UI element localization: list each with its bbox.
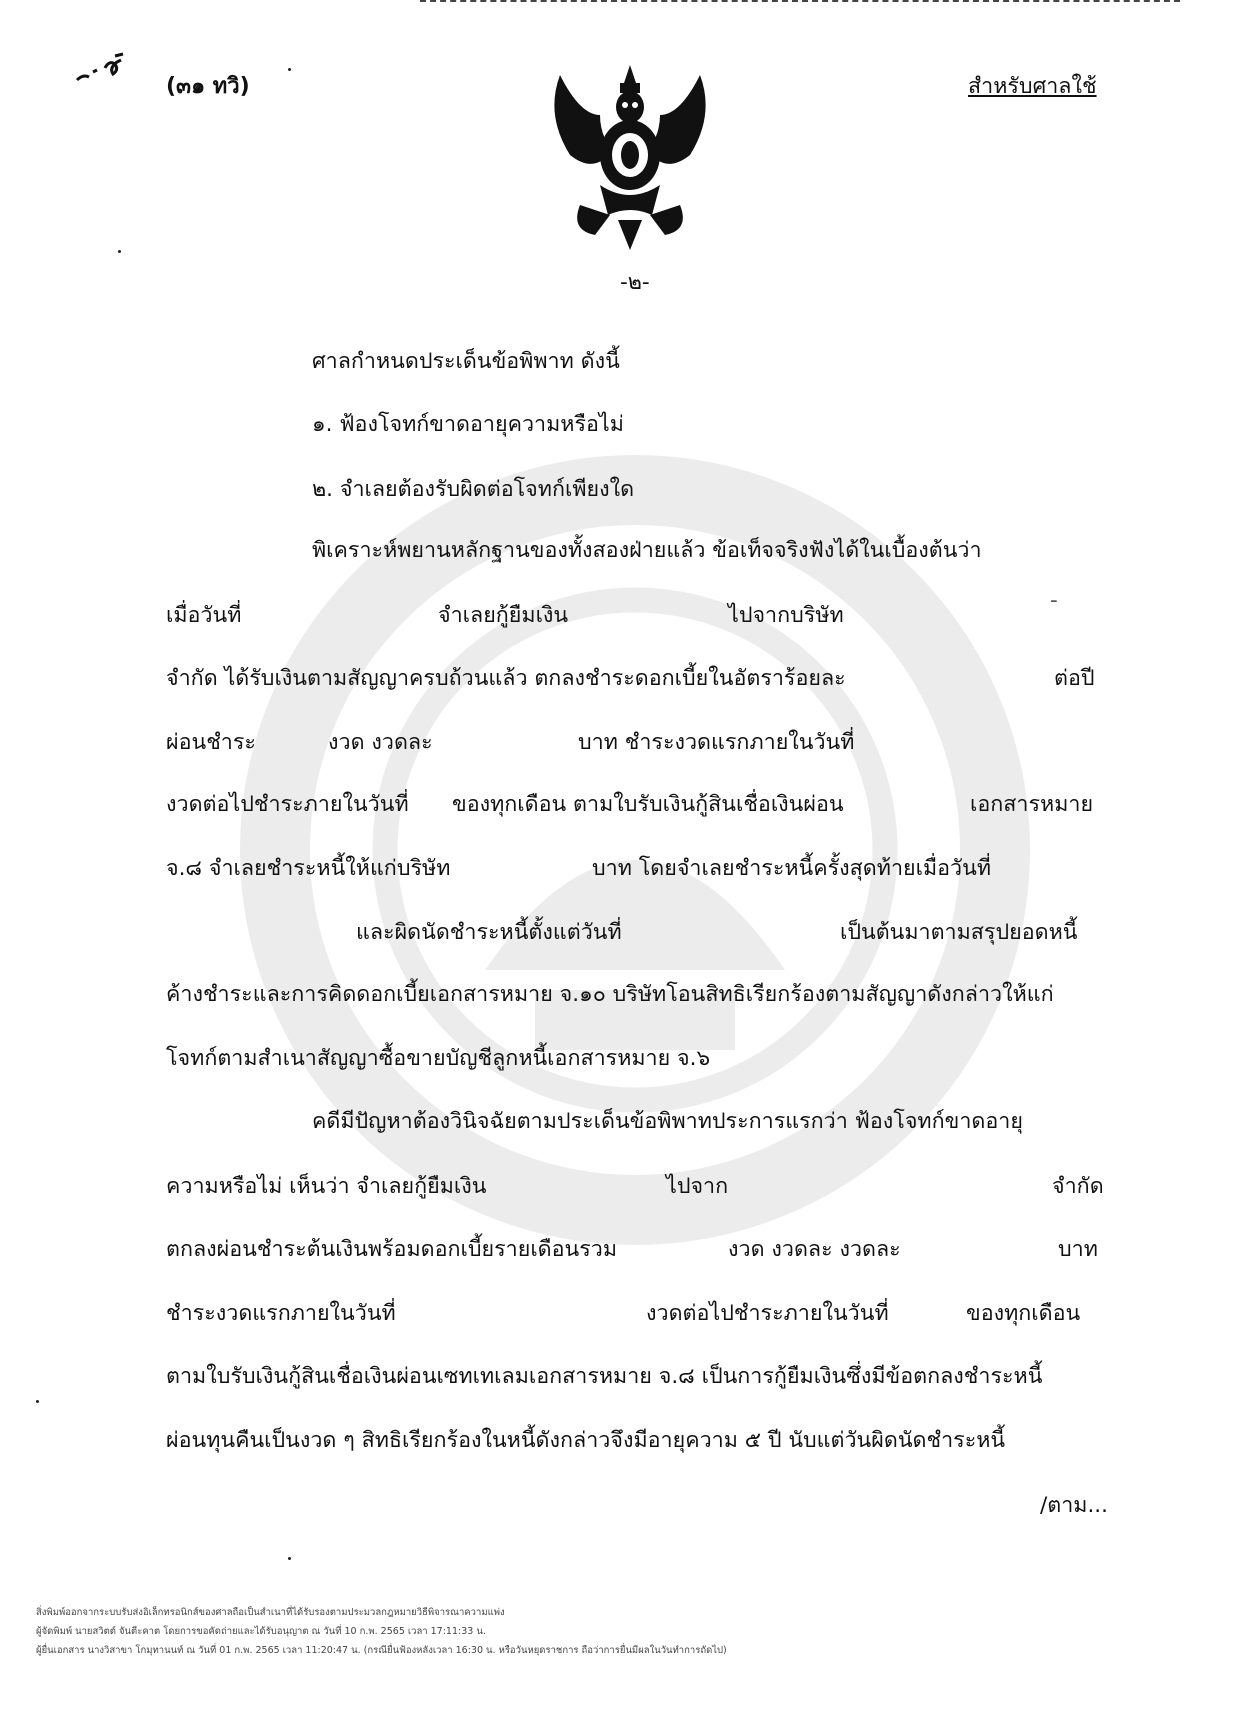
para2-line1: คดีมีปัญหาต้องวินิจฉัยตามประเด็นข้อพิพาทประการแรกว่า ฟ้องโจทก์ขาดอายุ [312,1109,1023,1134]
issue-item-2: ๒. จำเลยต้องรับผิดต่อโจทก์เพียงใด [312,477,635,502]
scan-speck [118,250,121,253]
scan-top-edge [420,0,1180,5]
para1-line2-b: จำเลยกู้ยืมเงิน [438,603,569,628]
para1-line6-a: จ.๘ จำเลยชำระหนี้ให้แก่บริษัท [166,856,451,881]
para2-line6: ผ่อนทุนคืนเป็นงวด ๆ สิทธิเรียกร้องในหนี้ดังกล่าวจึงมีอายุความ ๕ ปี นับแต่วันผิดนัดชำระหนี้ [166,1428,1006,1453]
para2-line2-b: ไปจาก [666,1174,729,1199]
para1-line3-b: ต่อปี [1054,666,1095,691]
para1-line4-c: บาท ชำระงวดแรกภายในวันที่ [578,730,855,755]
para2-line3-c: บาท [1058,1237,1098,1262]
continuation-marker: /ตาม... [1040,1493,1108,1518]
para2-line2-c: จำกัด [1052,1174,1104,1199]
para1-line6-b: บาท โดยจำเลยชำระหนี้ครั้งสุดท้ายเมื่อวันที่ [592,856,991,881]
para1-line5-a: งวดต่อไปชำระภายในวันที่ [166,792,409,817]
para1-line7-b: เป็นต้นมาตามสรุปยอดหนี้ [840,920,1078,945]
issue-item-1: ๑. ฟ้องโจทก์ขาดอายุความหรือไม่ [312,412,624,437]
scan-speck [288,68,291,71]
para2-line4-a: ชำระงวดแรกภายในวันที่ [166,1301,396,1326]
garuda-emblem [540,55,720,255]
para1-line2-c: ไปจากบริษัท [728,603,844,628]
para2-line3-b: งวด งวดละ งวดละ [728,1237,901,1262]
para2-line3-a: ตกลงผ่อนชำระต้นเงินพร้อมดอกเบี้ยรายเดือนรวม [166,1237,618,1262]
para2-line4-b: งวดต่อไปชำระภายในวันที่ [646,1301,889,1326]
handwritten-mark [75,50,145,90]
para1-line5-b: ของทุกเดือน ตามใบรับเงินกู้สินเชื่อเงินผ่อน [452,792,844,817]
scan-speck [36,1400,39,1403]
court-use-label: สำหรับศาลใช้ [968,74,1097,99]
para2-line5: ตามใบรับเงินกู้สินเชื่อเงินผ่อนเซทเทเลมเอกสารหมาย จ.๘ เป็นการกู้ยืมเงินซึ่งมีข้อตกลงชำระหนี้ [166,1364,1043,1389]
footer-line-3: ผู้ยื่นเอกสาร นางวิสาขา โกมุทานนท์ ณ วันที่ 01 ก.พ. 2565 เวลา 11:20:47 น. (กรณียื่นฟ้องหลังเวลา 16:30 น. หรือวันหยุดราชการ ถือว่าการยื่นมีผลในวันทำการถัดไป) [36,1645,727,1656]
issues-intro: ศาลกำหนดประเด็นข้อพิพาท ดังนี้ [312,349,620,374]
para1-line4-b: งวด งวดละ [328,730,433,755]
para2-line2-a: ความหรือไม่ เห็นว่า จำเลยกู้ยืมเงิน [166,1174,487,1199]
para1-line9: โจทก์ตามสำเนาสัญญาซื้อขายบัญชีลูกหนี้เอกสารหมาย จ.๖ [166,1046,711,1071]
para1-line3-a: จำกัด ได้รับเงินตามสัญญาครบถ้วนแล้ว ตกลงชำระดอกเบี้ยในอัตราร้อยละ [166,666,846,691]
scan-speck [288,1557,291,1560]
para1-line2-d: - [1050,588,1058,613]
para1-line4-a: ผ่อนชำระ [166,730,256,755]
form-code: (๓๑ ทวิ) [166,74,250,99]
footer-line-1: สิ่งพิมพ์ออกจากระบบรับส่งอิเล็กทรอนิกส์ของศาลถือเป็นสำเนาที่ได้รับรองตามประมวลกฎหมายวิธีพิจารณาความแพ่ง [36,1607,505,1618]
footer-line-2: ผู้จัดพิมพ์ นายสวิตต์ จันตีะคาต โดยการขอคัดถ่ายและได้รับอนุญาต ณ วันที่ 10 ก.พ. 2565 เวลา 17:11:33 น. [36,1626,486,1637]
para1-line2-a: เมื่อวันที่ [166,603,242,628]
para1-line1: พิเคราะห์พยานหลักฐานของทั้งสองฝ่ายแล้ว ข้อเท็จจริงฟังได้ในเบื้องต้นว่า [312,538,982,563]
para1-line5-c: เอกสารหมาย [970,792,1094,817]
para1-line8: ค้างชำระและการคิดดอกเบี้ยเอกสารหมาย จ.๑๐ บริษัทโอนสิทธิเรียกร้องตามสัญญาดังกล่าวให้แก่ [166,982,1054,1007]
para2-line4-c: ของทุกเดือน [966,1301,1081,1326]
para1-line7-a: และผิดนัดชำระหนี้ตั้งแต่วันที่ [356,920,622,945]
page-number: -๒- [620,270,650,295]
